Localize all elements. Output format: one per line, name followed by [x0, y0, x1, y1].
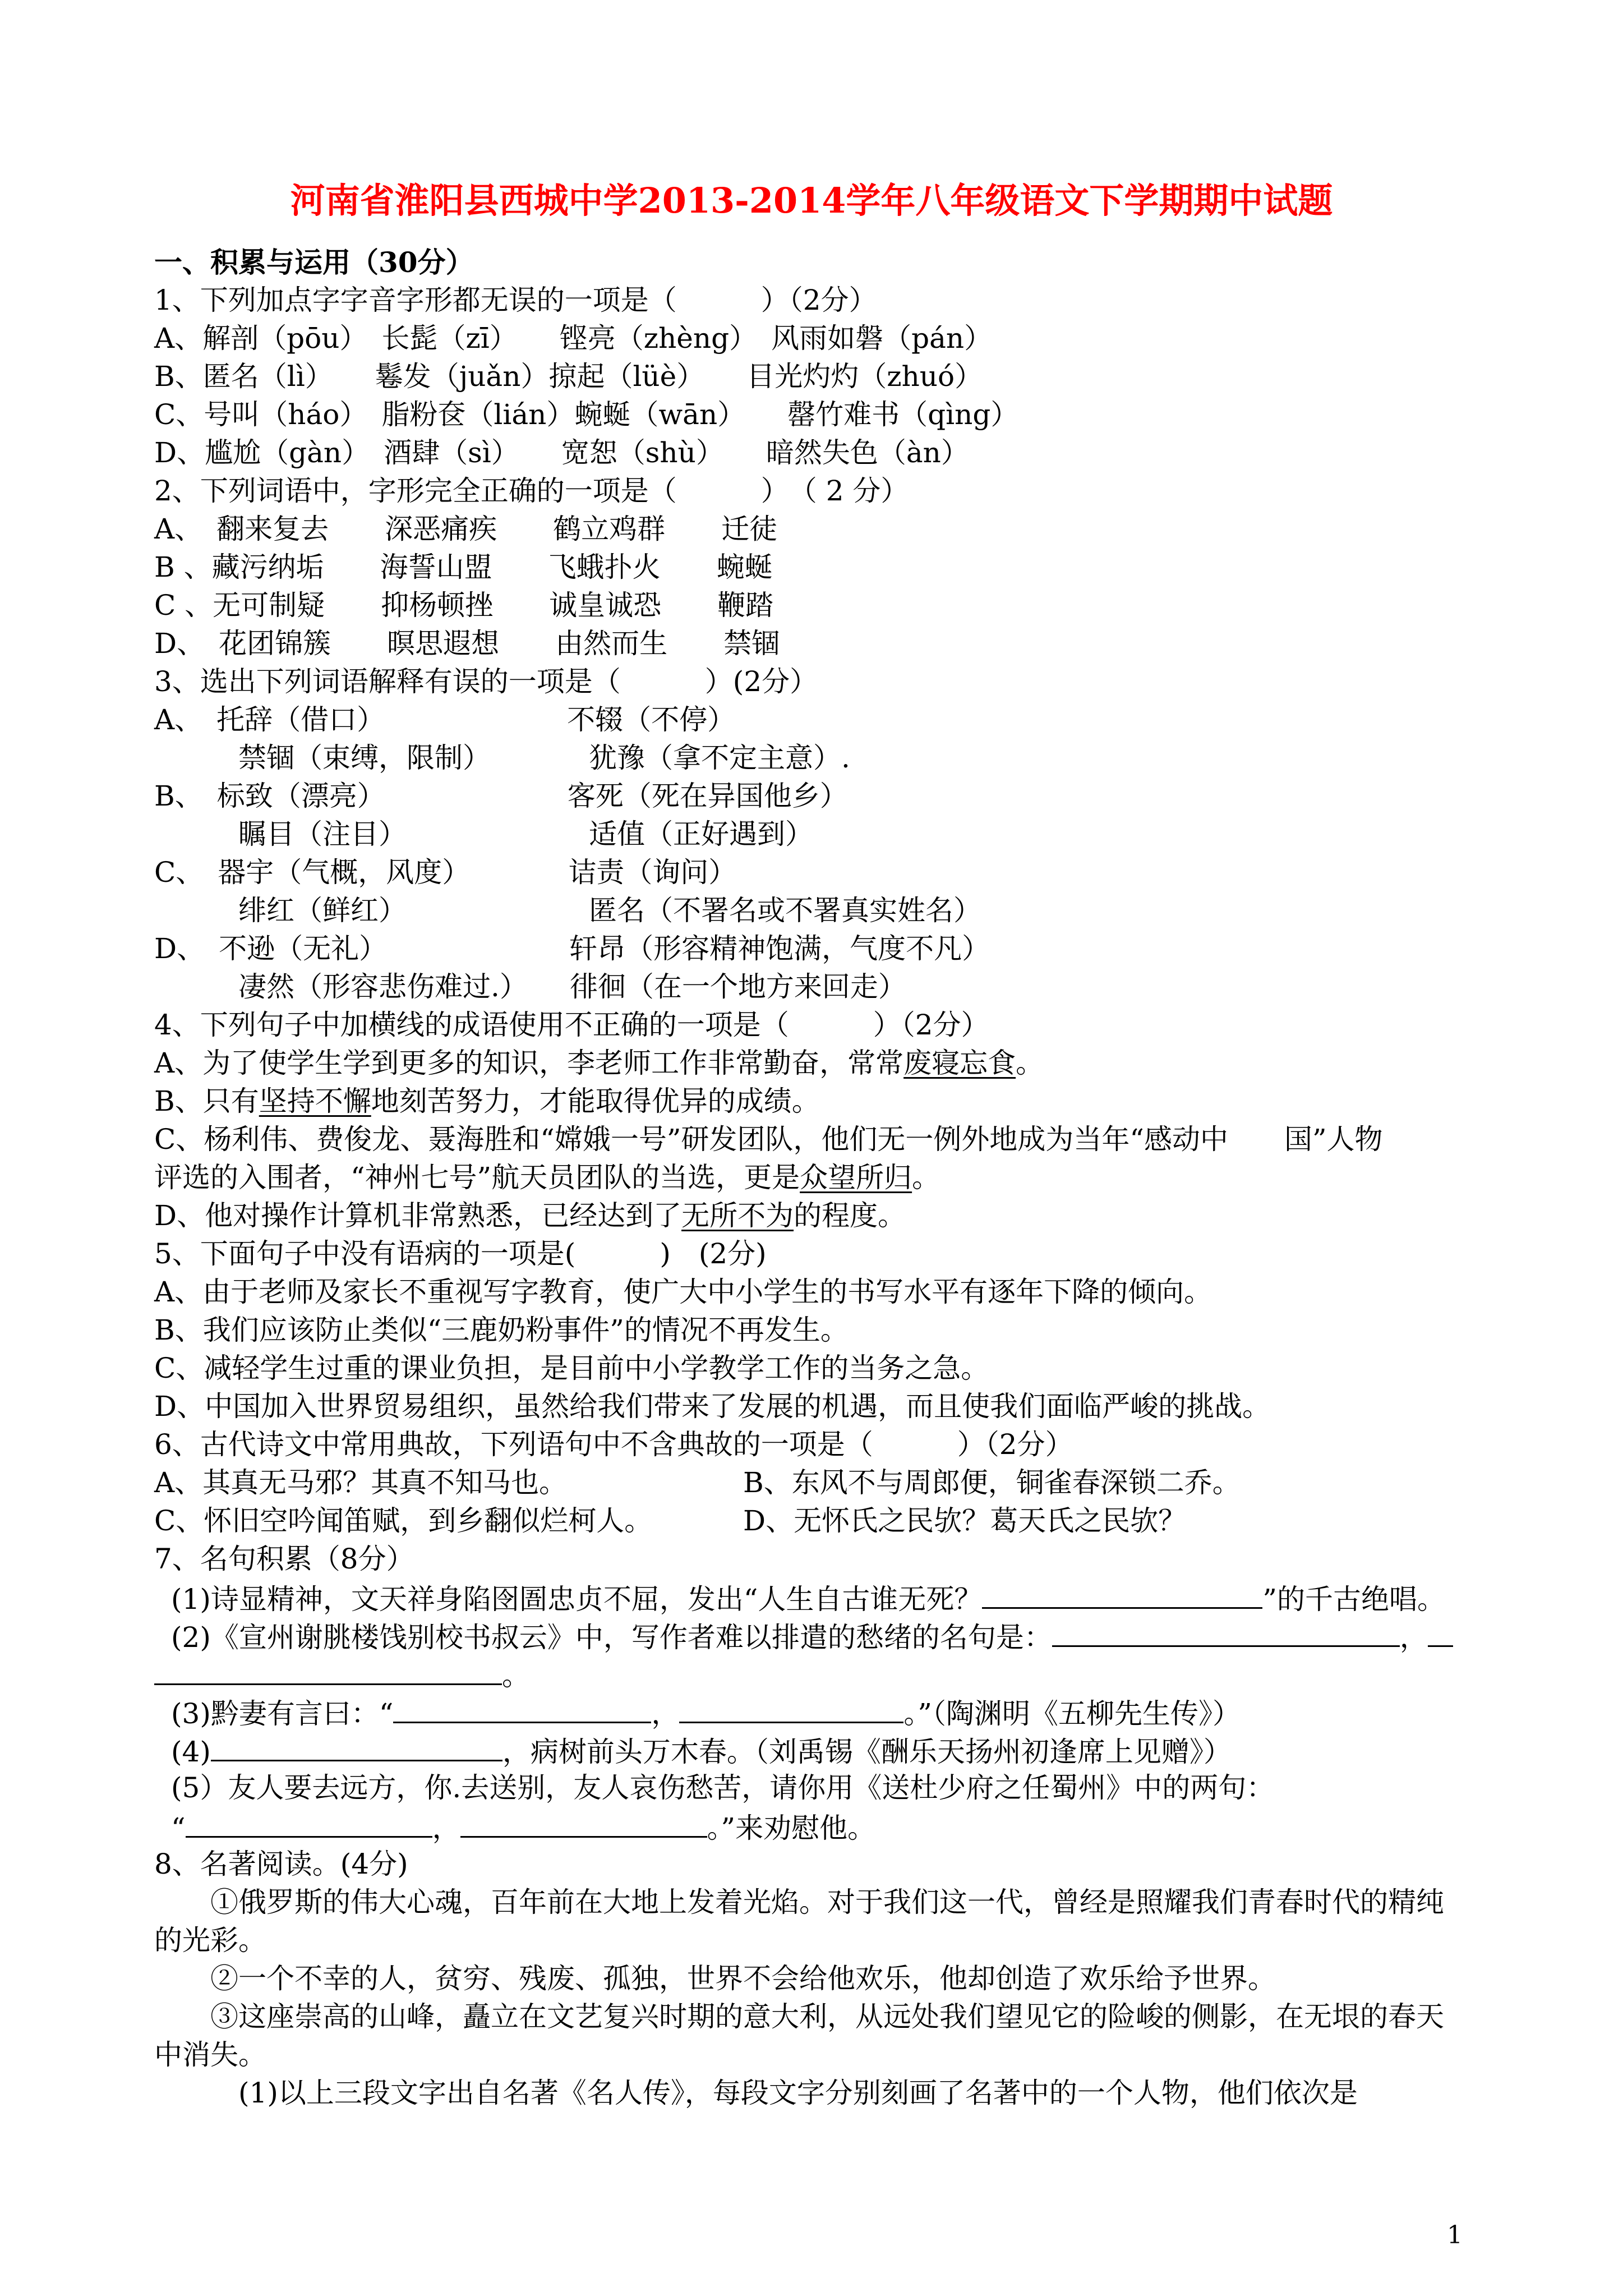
underlined-idiom: 坚持不懈 [259, 1085, 371, 1117]
prompt-text: “ [171, 1812, 186, 1844]
question-1-option-d: D、尴尬（gàn） 酒肆（sì） 宽恕（shù） 暗然失色（àn） [154, 436, 969, 469]
question-7-part-2-cont [154, 1657, 530, 1692]
question-5-option-a: A、由于老师及家长不重视写字教育，使广大中小学生的书写水平有逐年下降的倾向。 [154, 1276, 1212, 1308]
question-4-stem: 4、下列句子中加横线的成语使用不正确的一项是（ ）（2分） [154, 1009, 989, 1041]
prompt-text: ， [651, 1697, 680, 1730]
question-3-option-b-line2: 瞩目（注目） 适值（正好遇到） [154, 818, 813, 850]
prompt-text: (4) [171, 1736, 211, 1768]
option-text: 的程度。 [794, 1199, 906, 1232]
answer-blank[interactable] [393, 1695, 651, 1723]
question-7-part-5-cont [171, 1809, 875, 1845]
prompt-text: ， [1399, 1621, 1428, 1654]
question-7-part-2 [171, 1618, 1453, 1654]
question-5-option-b: B、我们应该防止类似“三鹿奶粉事件”的情况不再发生。 [154, 1314, 849, 1346]
option-text: A、为了使学生学到更多的知识，李老师工作非常勤奋，常常 [154, 1047, 904, 1079]
option-text: D、他对操作计算机非常熟悉，已经达到了 [154, 1199, 682, 1232]
option-text: B、只有 [154, 1085, 259, 1117]
question-8-stem: 8、名著阅读。(4分) [154, 1848, 408, 1880]
answer-blank[interactable] [154, 1657, 502, 1685]
question-7-part-4 [171, 1733, 1232, 1769]
prompt-text: ”的千古绝唱。 [1262, 1583, 1445, 1616]
question-7-part-3 [171, 1695, 1241, 1731]
question-3-option-c-line1: C、 器宇（气概，风度） 诘责（询问） [154, 856, 737, 889]
question-5-option-c: C、减轻学生过重的课业负担，是目前中小学教学工作的当务之急。 [154, 1352, 989, 1384]
question-6-stem: 6、古代诗文中常用典故，下列语句中不含典故的一项是（ ）（2分） [154, 1428, 1073, 1461]
question-6-option-b: B、东风不与周郎便，铜雀春深锁二乔。 [743, 1466, 1241, 1499]
passage-1-line2: 的光彩。 [154, 1924, 266, 1957]
question-7-part-1 [171, 1580, 1445, 1616]
question-4-option-d [154, 1199, 906, 1232]
passage-3-line1: ③这座崇高的山峰，矗立在文艺复兴时期的意大利，从远处我们望见它的险峻的侧影，在无垠的春天 [210, 2000, 1444, 2033]
question-6-option-d: D、无怀氏之民欤？葛天氏之民欤？ [743, 1504, 1187, 1537]
section-heading: 一、积累与运用（30分） [154, 246, 474, 279]
prompt-text: (3)黔妻有言曰：“ [171, 1697, 394, 1730]
question-3-option-b-line1: B、 标致（漂亮） 客死（死在异国他乡） [154, 780, 848, 812]
option-text: 。 [912, 1161, 940, 1194]
underlined-idiom: 众望所归 [800, 1161, 912, 1194]
answer-blank[interactable] [679, 1695, 903, 1723]
question-7-part-5: (5）友人要去远方，你.去送别，友人哀伤愁苦，请你用《送杜少府之任蜀州》中的两句： [171, 1772, 1275, 1804]
question-4-option-a [154, 1046, 1044, 1080]
question-1-option-a: A、解剖（pōu） 长髭（zī） 铿亮（zhèng） 风雨如磐（pán） [154, 322, 993, 355]
question-8-sub-1: (1)以上三段文字出自名著《名人传》，每段文字分别刻画了名著中的一个人物，他们依次是 [238, 2077, 1358, 2109]
question-2-option-c: C 、无可制疑 抑杨顿挫 诚皇诚恐 鞭踏 [154, 589, 774, 622]
page-number: 1 [1447, 2221, 1463, 2249]
answer-blank[interactable] [186, 1809, 432, 1838]
prompt-text: (1)诗显精神，文天祥身陷囹圄忠贞不屈，发出“人生自古谁无死？ [171, 1583, 983, 1616]
option-text: 地刻苦努力，才能取得优异的成绩。 [371, 1085, 820, 1117]
prompt-text: ，病树前头万木春。（刘禹锡《酬乐天扬州初逢席上见赠》） [502, 1736, 1232, 1768]
question-2-stem: 2、下列词语中，字形完全正确的一项是（ ） （ 2 分） [154, 475, 909, 507]
passage-2: ②一个不幸的人，贫穷、残废、孤独，世界不会给他欢乐，他却创造了欢乐给予世界。 [210, 1962, 1276, 1995]
question-3-option-d-line1: D、 不逊（无礼） 轩昂（形容精神饱满，气度不凡） [154, 932, 990, 965]
answer-blank[interactable] [1428, 1618, 1453, 1647]
question-3-option-a-line1: A、 托辞（借口） 不辍（不停） [154, 703, 736, 736]
question-3-option-a-line2: 禁锢（束缚，限制） 犹豫（拿不定主意）. [154, 742, 850, 774]
question-5-stem: 5、下面句子中没有语病的一项是( ) (2分) [154, 1237, 767, 1270]
underlined-idiom: 废寝忘食 [903, 1047, 1016, 1079]
question-3-option-d-line2: 凄然（形容悲伤难过.） 徘徊（在一个地方来回走） [154, 970, 906, 1003]
question-2-option-d: D、 花团锦簇 暝思遐想 由然而生 禁锢 [154, 627, 780, 660]
question-1-stem: 1、下列加点字字音字形都无误的一项是（ ）（2分） [154, 284, 877, 316]
prompt-text: (2)《宣州谢朓楼饯别校书叔云》中，写作者难以排遣的愁绪的名句是： [171, 1621, 1052, 1654]
question-4-option-b [154, 1084, 820, 1118]
prompt-text: ， [432, 1812, 460, 1844]
question-3-stem: 3、选出下列词语解释有误的一项是（ ）(2分） [154, 665, 818, 698]
passage-1-line1: ①俄罗斯的伟大心魂，百年前在大地上发着光焰。对于我们这一代，曾经是照耀我们青春时代的精纯 [210, 1886, 1444, 1918]
answer-blank[interactable] [1052, 1618, 1400, 1647]
prompt-text: 。”来劝慰他。 [707, 1812, 876, 1844]
prompt-text: 。 [502, 1659, 530, 1692]
question-6-option-c: C、怀旧空吟闻笛赋，到乡翻似烂柯人。 [154, 1504, 653, 1537]
question-2-option-a: A、 翻来复去 深恶痛疾 鹤立鸡群 迁徒 [154, 513, 778, 545]
question-4-option-c-line2 [154, 1161, 940, 1194]
option-text: 。 [1016, 1047, 1044, 1079]
question-7-stem: 7、名句积累（8分） [154, 1543, 414, 1575]
question-2-option-b: B 、藏污纳垢 海誓山盟 飞蛾扑火 蜿蜒 [154, 551, 773, 583]
question-5-option-d: D、中国加入世界贸易组织，虽然给我们带来了发展的机遇，而且使我们面临严峻的挑战。 [154, 1390, 1271, 1423]
question-1-option-c: C、号叫（háo） 脂粉奁（lián）蜿蜒（wān） 罄竹难书（qìng） [154, 398, 1019, 431]
answer-blank[interactable] [982, 1580, 1262, 1609]
option-text: 评选的入围者，“神州七号”航天员团队的当选，更是 [154, 1161, 800, 1194]
question-4-option-c-line1: C、杨利伟、费俊龙、聂海胜和“嫦娥一号”研发团队，他们无一例外地成为当年“感动中 国”人物 [154, 1123, 1383, 1156]
page-title: 河南省淮阳县西城中学2013-2014学年八年级语文下学期期中试题 [290, 180, 1333, 221]
prompt-text: 。”（陶渊明《五柳先生传》） [903, 1697, 1241, 1730]
question-6-option-a: A、其真无马邪？其真不知马也。 [154, 1466, 568, 1499]
question-3-option-c-line2: 绯红（鲜红） 匿名（不署名或不署真实姓名） [154, 894, 981, 927]
underlined-idiom: 无所不为 [681, 1199, 794, 1232]
answer-blank[interactable] [211, 1733, 502, 1761]
passage-3-line2: 中消失。 [154, 2039, 266, 2071]
answer-blank[interactable] [460, 1809, 707, 1838]
question-1-option-b: B、匿名（lì） 鬈发（juǎn）掠起（lüè） 目光灼灼（zhuó） [154, 360, 983, 393]
